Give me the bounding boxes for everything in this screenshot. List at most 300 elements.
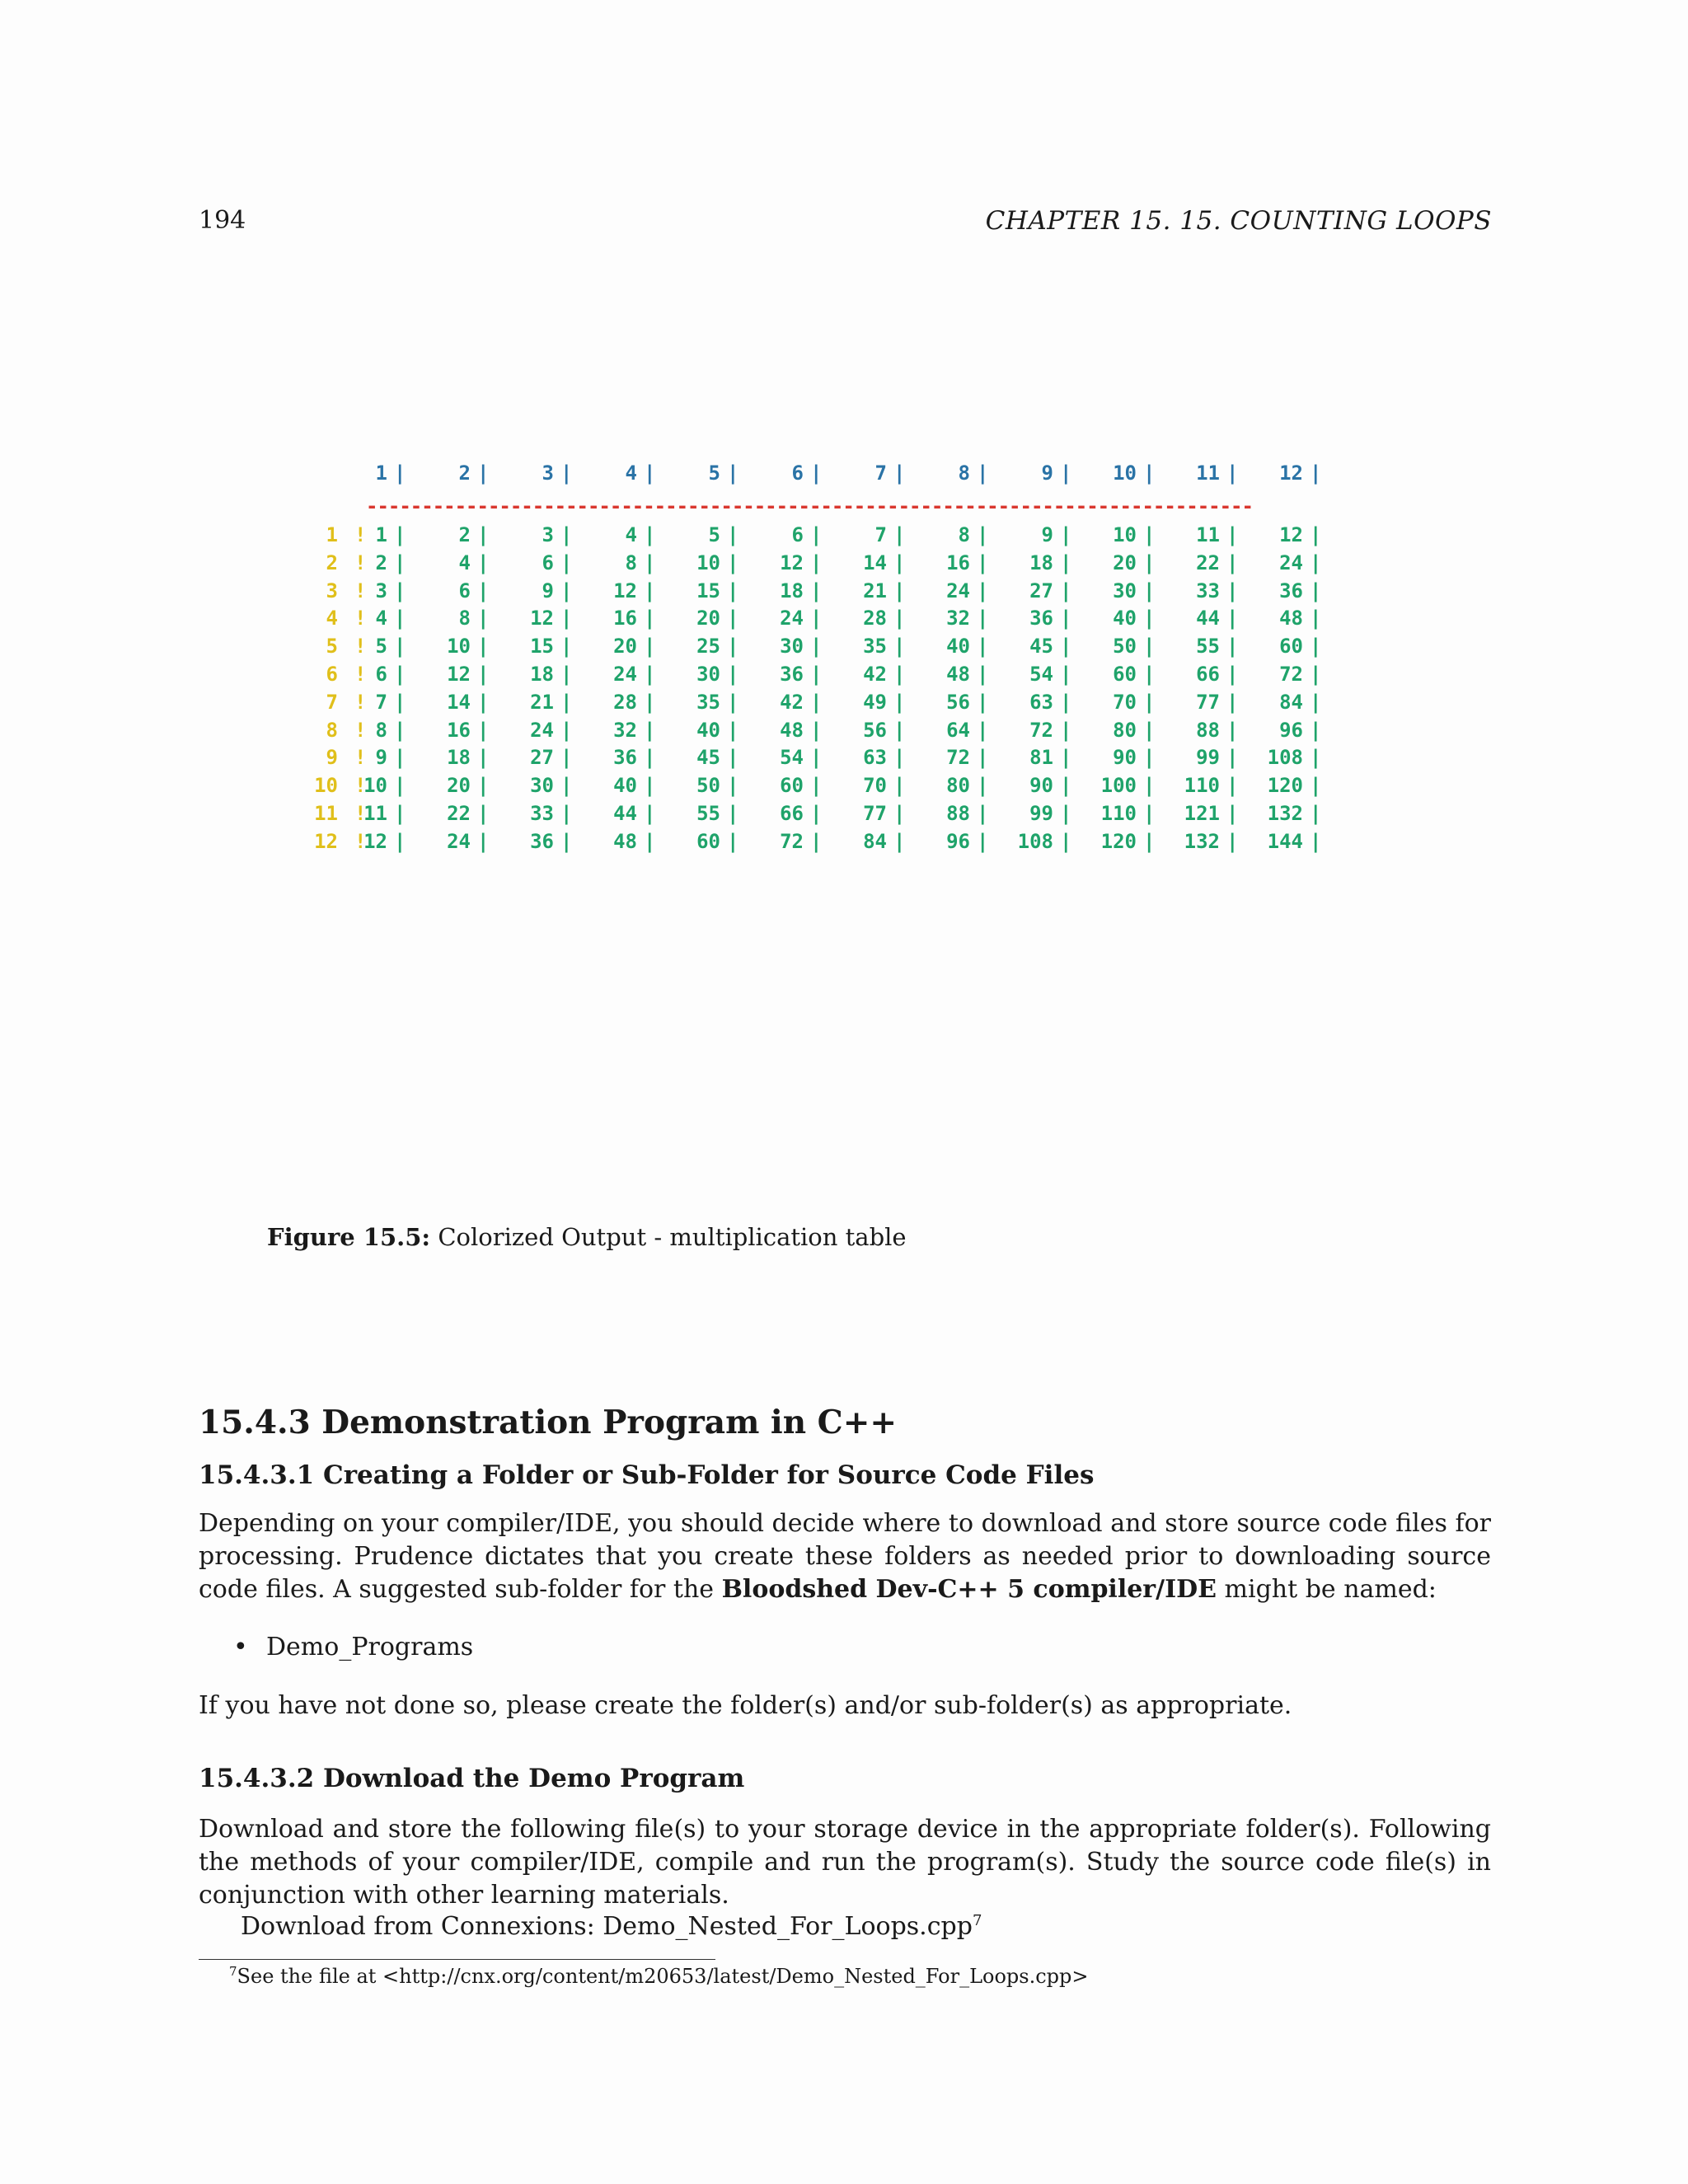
table-cell: 72 [946,746,970,770]
row-label: 4 [326,607,338,630]
column-divider: | [1060,829,1072,853]
row-label: 12 [314,829,338,853]
section-heading: 15.4.3 Demonstration Program in C++ [199,1404,898,1441]
column-divider: | [394,802,406,825]
column-divider: | [1060,690,1072,714]
column-divider: | [727,523,739,546]
row-label: 2 [326,551,338,574]
column-divider: | [1060,774,1072,798]
table-cell: 30 [780,635,804,658]
column-divider: | [893,607,906,630]
column-divider: | [1143,718,1156,742]
table-cell: 80 [1113,718,1137,742]
table-cell: 63 [1029,690,1053,714]
column-divider: | [394,607,406,630]
column-divider: | [727,802,739,825]
download-link-text[interactable]: Download from Connexions: Demo_Nested_For_Loops.cpp [241,1912,973,1941]
column-divider: | [394,718,406,742]
column-divider: | [810,746,823,770]
table-cell: 63 [863,746,887,770]
column-header: 6 [791,462,804,485]
column-divider: | [560,774,573,798]
column-divider: | [477,829,490,853]
table-cell: 56 [863,718,887,742]
column-divider: | [893,690,906,714]
column-divider: | [477,663,490,686]
column-divider: | [977,663,989,686]
column-divider: | [644,551,656,574]
column-divider: | [727,579,739,602]
column-divider: | [727,829,739,853]
row-label-marker: ! [354,774,367,798]
paragraph-folder-text-1: Depending on your compiler/IDE, you should decide where to download and store source code files for processing. Prudence dictates that you create these folders as needed prior to downloading source code files. A suggested sub-folder for the [199,1509,1491,1604]
table-cell: 6 [375,663,387,686]
column-divider: | [644,746,656,770]
column-divider: | [893,635,906,658]
table-cell: 42 [780,690,804,714]
footnote [229,1964,1088,1988]
column-divider: | [810,579,823,602]
table-cell: 84 [863,829,887,853]
table-row [305,551,1376,578]
column-divider: | [477,746,490,770]
column-divider: | [977,746,989,770]
row-label: 1 [326,523,338,546]
column-divider: | [893,579,906,602]
table-cell: 6 [458,579,471,602]
table-cell: 66 [1196,663,1220,686]
column-divider: | [893,746,906,770]
table-cell: 27 [530,746,554,770]
table-cell: 55 [1196,635,1220,658]
table-cell: 108 [1017,829,1053,853]
table-cell: 9 [375,746,387,770]
column-divider: | [1143,607,1156,630]
table-row [305,607,1376,633]
column-divider: | [1143,802,1156,825]
table-cell: 14 [447,690,471,714]
column-divider: | [977,690,989,714]
column-divider: | [644,663,656,686]
column-divider: | [1310,802,1322,825]
table-cell: 15 [530,635,554,658]
row-label-marker: ! [354,663,367,686]
row-label: 5 [326,635,338,658]
column-divider: | [1060,718,1072,742]
row-label: 11 [314,802,338,825]
table-cell: 8 [625,551,637,574]
row-label: 6 [326,663,338,686]
table-cell: 4 [625,523,637,546]
table-row [305,691,1376,717]
table-cell: 10 [696,551,720,574]
column-divider: | [1060,663,1072,686]
row-label-marker: ! [354,690,367,714]
table-cell: 28 [863,607,887,630]
column-divider: | [1060,635,1072,658]
column-divider: | [893,829,906,853]
table-cell: 55 [696,802,720,825]
column-divider: | [560,523,573,546]
column-divider: | [477,718,490,742]
column-divider: | [977,607,989,630]
column-divider: | [1310,523,1322,546]
column-divider: | [977,774,989,798]
column-divider: | [394,635,406,658]
column-divider: | [644,462,656,485]
column-divider: | [1143,579,1156,602]
table-cell: 30 [696,663,720,686]
column-divider: | [1060,802,1072,825]
column-divider: | [560,579,573,602]
subsection-heading-folder: 15.4.3.1 Creating a Folder or Sub-Folder for Source Code Files [199,1460,1095,1490]
table-cell: 20 [447,774,471,798]
table-cell: 21 [530,690,554,714]
table-cell: 36 [1029,607,1053,630]
table-cell: 72 [1279,663,1303,686]
column-divider: | [560,551,573,574]
table-cell: 40 [696,718,720,742]
table-row [305,802,1376,828]
table-cell: 12 [447,663,471,686]
column-header: 7 [874,462,887,485]
column-divider: | [477,523,490,546]
table-cell: 16 [613,607,637,630]
row-label-marker: ! [354,607,367,630]
table-row [305,635,1376,661]
column-header: 11 [1196,462,1220,485]
column-divider: | [1143,635,1156,658]
column-divider: | [477,690,490,714]
column-divider: | [977,635,989,658]
column-divider: | [1060,607,1072,630]
table-cell: 90 [1029,774,1053,798]
table-cell: 8 [375,718,387,742]
column-header: 9 [1041,462,1053,485]
table-cell: 44 [1196,607,1220,630]
table-row [305,523,1376,550]
column-divider: | [394,829,406,853]
table-cell: 72 [1029,718,1053,742]
column-divider: | [977,802,989,825]
column-divider: | [644,523,656,546]
table-cell: 33 [1196,579,1220,602]
column-divider: | [477,607,490,630]
table-cell: 40 [946,635,970,658]
table-cell: 4 [375,607,387,630]
footnote-reference: 7 [972,1912,982,1929]
column-divider: | [810,663,823,686]
table-cell: 18 [530,663,554,686]
table-cell: 77 [1196,690,1220,714]
table-cell: 6 [791,523,804,546]
table-cell: 88 [1196,718,1220,742]
column-divider: | [560,802,573,825]
column-divider: | [644,690,656,714]
column-header: 1 [375,462,387,485]
table-cell: 64 [946,718,970,742]
column-divider: | [560,690,573,714]
column-divider: | [1143,746,1156,770]
column-divider: | [810,802,823,825]
table-cell: 30 [1113,579,1137,602]
table-cell: 10 [1113,523,1137,546]
table-cell: 32 [613,718,637,742]
table-cell: 21 [863,579,887,602]
row-label-marker: ! [354,523,367,546]
table-cell: 12 [780,551,804,574]
table-cell: 3 [542,523,554,546]
column-divider: | [477,802,490,825]
table-cell: 48 [613,829,637,853]
column-divider: | [644,635,656,658]
column-divider: | [1060,523,1072,546]
column-divider: | [810,523,823,546]
table-cell: 54 [780,746,804,770]
paragraph-create-folder: If you have not done so, please create the folder(s) and/or sub-folder(s) as appropriate. [199,1691,1292,1720]
table-cell: 7 [874,523,887,546]
table-cell: 36 [1279,579,1303,602]
table-cell: 96 [1279,718,1303,742]
table-cell: 110 [1184,774,1220,798]
table-cell: 3 [375,579,387,602]
table-cell: 56 [946,690,970,714]
row-label-marker: ! [354,579,367,602]
column-divider: | [1310,635,1322,658]
column-divider: | [1226,690,1239,714]
table-cell: 49 [863,690,887,714]
column-divider: | [893,663,906,686]
column-divider: | [810,718,823,742]
table-cell: 40 [613,774,637,798]
column-divider: | [893,802,906,825]
table-cell: 40 [1113,607,1137,630]
table-cell: 22 [447,802,471,825]
table-cell: 35 [696,690,720,714]
column-divider: | [977,523,989,546]
table-cell: 11 [1196,523,1220,546]
table-cell: 44 [613,802,637,825]
column-divider: | [394,663,406,686]
table-cell: 27 [1029,579,1053,602]
column-divider: | [893,462,906,485]
column-divider: | [1143,523,1156,546]
column-divider: | [1143,551,1156,574]
column-divider: | [1226,579,1239,602]
column-divider: | [1226,718,1239,742]
caption-label: Figure 15.5: [267,1223,431,1251]
column-header: 2 [458,462,471,485]
column-divider: | [477,462,490,485]
page-number: 194 [199,206,246,235]
column-header: 5 [708,462,720,485]
table-cell: 18 [780,579,804,602]
column-divider: | [1310,774,1322,798]
table-cell: 54 [1029,663,1053,686]
table-cell: 132 [1267,802,1303,825]
table-cell: 144 [1267,829,1303,853]
column-divider: | [727,774,739,798]
table-cell: 30 [530,774,554,798]
table-cell: 2 [375,551,387,574]
column-divider: | [1226,551,1239,574]
column-divider: | [477,551,490,574]
column-divider: | [394,579,406,602]
table-cell: 36 [530,829,554,853]
table-cell: 5 [708,523,720,546]
row-label: 8 [326,718,338,742]
column-divider: | [394,746,406,770]
table-row [305,663,1376,689]
table-cell: 60 [780,774,804,798]
column-divider: | [560,829,573,853]
footnote-text: See the file at <http://cnx.org/content/m20653/latest/Demo_Nested_For_Loops.cpp> [237,1965,1089,1988]
column-divider: | [560,718,573,742]
table-cell: 24 [530,718,554,742]
table-cell: 9 [1041,523,1053,546]
table-cell: 60 [696,829,720,853]
column-divider: | [977,829,989,853]
table-cell: 99 [1029,802,1053,825]
column-divider: | [1226,829,1239,853]
table-cell: 28 [613,690,637,714]
column-divider: | [1226,663,1239,686]
column-divider: | [560,607,573,630]
table-cell: 70 [863,774,887,798]
column-divider: | [394,551,406,574]
running-head: CHAPTER 15. 15. COUNTING LOOPS [985,206,1492,236]
table-cell: 36 [780,663,804,686]
table-cell: 12 [363,829,387,853]
row-label-marker: ! [354,746,367,770]
table-cell: 120 [1267,774,1303,798]
column-divider: | [810,690,823,714]
table-cell: 132 [1184,829,1220,853]
table-cell: 24 [946,579,970,602]
column-divider: | [1060,746,1072,770]
table-cell: 48 [780,718,804,742]
row-label-marker: ! [354,635,367,658]
table-cell: 48 [1279,607,1303,630]
table-cell: 81 [1029,746,1053,770]
table-cell: 45 [696,746,720,770]
bullet-dot: • [233,1633,248,1661]
table-cell: 16 [447,718,471,742]
table-cell: 42 [863,663,887,686]
table-cell: 25 [696,635,720,658]
row-label-marker: ! [354,802,367,825]
table-cell: 99 [1196,746,1220,770]
table-cell: 84 [1279,690,1303,714]
table-cell: 24 [613,663,637,686]
caption-text: Colorized Output - multiplication table [438,1223,907,1251]
table-cell: 10 [447,635,471,658]
table-cell: 18 [1029,551,1053,574]
column-divider: | [644,774,656,798]
table-cell: 16 [946,551,970,574]
table-cell: 35 [863,635,887,658]
paragraph-folder-text-2: might be named: [1217,1575,1437,1604]
table-cell: 14 [863,551,887,574]
table-cell: 80 [946,774,970,798]
table-cell: 77 [863,802,887,825]
compiler-name: Bloodshed Dev-C++ 5 compiler/IDE [721,1575,1217,1604]
table-cell: 18 [447,746,471,770]
column-divider: | [1143,829,1156,853]
column-divider: | [977,718,989,742]
table-cell: 5 [375,635,387,658]
table-row [305,746,1376,772]
table-cell: 96 [946,829,970,853]
table-cell: 4 [458,551,471,574]
table-cell: 60 [1113,663,1137,686]
table-cell: 90 [1113,746,1137,770]
column-divider: | [893,718,906,742]
table-cell: 9 [542,579,554,602]
table-cell: 20 [613,635,637,658]
table-row [305,830,1376,856]
footnote-mark: 7 [229,1964,237,1979]
table-cell: 121 [1184,802,1220,825]
column-divider: | [1143,774,1156,798]
column-divider: | [1143,663,1156,686]
table-cell: 8 [458,607,471,630]
download-line[interactable] [241,1912,982,1941]
column-divider: | [810,607,823,630]
table-cell: 12 [530,607,554,630]
column-divider: | [560,663,573,686]
column-divider: | [1310,579,1322,602]
column-divider: | [727,607,739,630]
column-divider: | [644,607,656,630]
table-cell: 1 [375,523,387,546]
table-cell: 6 [542,551,554,574]
table-cell: 8 [958,523,970,546]
column-divider: | [1310,690,1322,714]
column-divider: | [394,462,406,485]
table-cell: 12 [613,579,637,602]
column-divider: | [810,551,823,574]
column-divider: | [727,663,739,686]
column-divider: | [560,462,573,485]
column-divider: | [1310,551,1322,574]
column-divider: | [644,802,656,825]
table-cell: 50 [696,774,720,798]
table-row [305,774,1376,800]
column-divider: | [1060,579,1072,602]
column-divider: | [477,774,490,798]
paragraph-download: Download and store the following file(s) to your storage device in the appropriate folder(s). Following the methods of your compiler/IDE, compile and run the program(s). Study the source code file(s) in conjunction with other learning materials. [199,1815,1491,1910]
column-divider: | [477,579,490,602]
column-divider: | [727,746,739,770]
column-divider: | [727,635,739,658]
column-divider: | [477,635,490,658]
table-cell: 24 [780,607,804,630]
table-cell: 36 [613,746,637,770]
column-divider: | [644,718,656,742]
table-cell: 20 [696,607,720,630]
footnote-rule [199,1959,715,1960]
table-separator: -------------------------------------------------------------------------------- [366,494,1253,514]
table-cell: 2 [458,523,471,546]
row-label-marker: ! [354,718,367,742]
column-divider: | [810,829,823,853]
table-cell: 60 [1279,635,1303,658]
subsection-heading-download: 15.4.3.2 Download the Demo Program [199,1764,745,1793]
column-divider: | [394,774,406,798]
column-divider: | [727,718,739,742]
table-cell: 100 [1100,774,1137,798]
